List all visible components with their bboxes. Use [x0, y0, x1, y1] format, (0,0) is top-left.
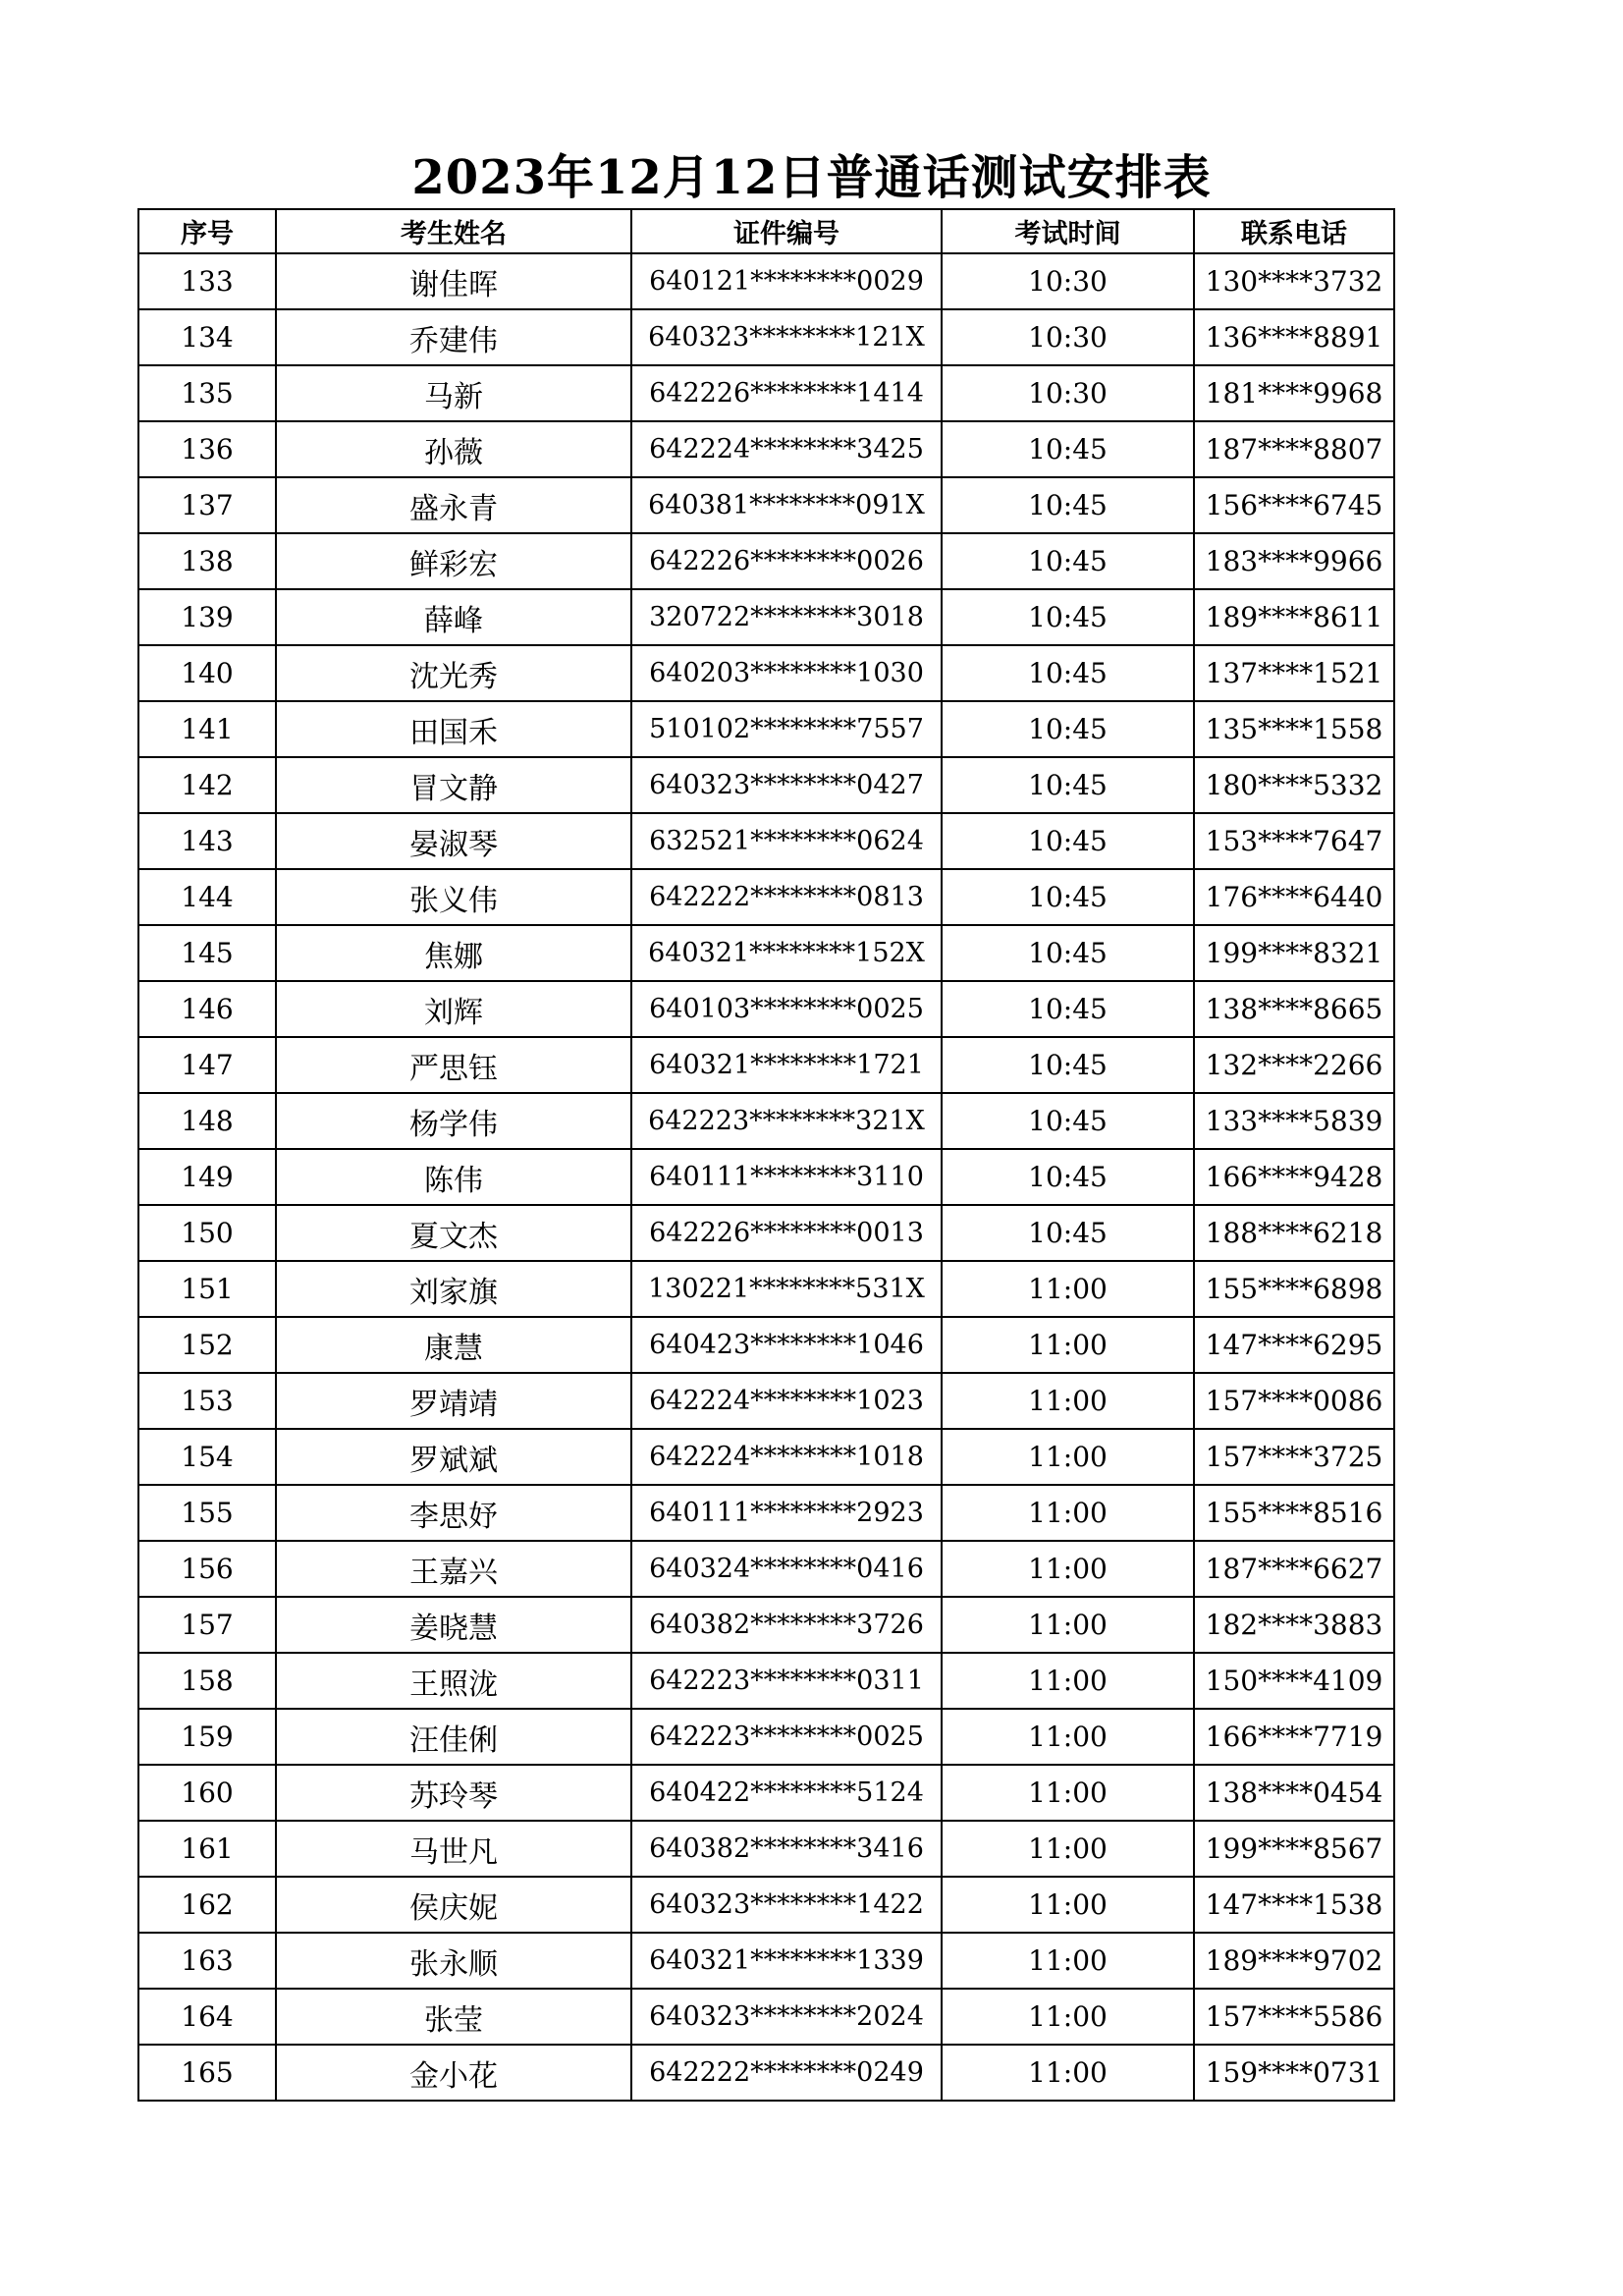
table-row: [138, 1709, 1394, 1765]
cell-id: 642222********0813: [631, 869, 942, 925]
cell-id: 642223********0025: [631, 1709, 942, 1765]
cell-time: 10:45: [942, 813, 1194, 869]
cell-phone: 147****6295: [1194, 1317, 1394, 1373]
page-title: 2023年12月12日普通话测试安排表: [411, 150, 1212, 205]
cell-seq: 152: [138, 1317, 276, 1373]
cell-name: 乔建伟: [276, 309, 631, 365]
table-row: [138, 309, 1394, 365]
cell-id: 510102********7557: [631, 701, 942, 757]
cell-time: 11:00: [942, 1317, 1194, 1373]
cell-time: 10:45: [942, 701, 1194, 757]
cell-id: 642226********1414: [631, 365, 942, 421]
cell-time: 10:45: [942, 421, 1194, 477]
cell-phone: 157****0086: [1194, 1373, 1394, 1429]
cell-phone: 182****3883: [1194, 1597, 1394, 1653]
cell-phone: 155****8516: [1194, 1485, 1394, 1541]
cell-seq: 146: [138, 981, 276, 1037]
cell-id: 640381********091X: [631, 477, 942, 533]
table-row: [138, 869, 1394, 925]
table-row: [138, 1317, 1394, 1373]
table-row: [138, 757, 1394, 813]
table-row: [138, 1933, 1394, 1989]
table-header-row: [138, 209, 1394, 253]
cell-name: 马世凡: [276, 1821, 631, 1877]
cell-id: 640382********3416: [631, 1821, 942, 1877]
header-name: 考生姓名: [276, 209, 631, 253]
cell-phone: 199****8567: [1194, 1821, 1394, 1877]
cell-phone: 157****3725: [1194, 1429, 1394, 1485]
header-id: 证件编号: [631, 209, 942, 253]
cell-name: 陈伟: [276, 1149, 631, 1205]
cell-seq: 163: [138, 1933, 276, 1989]
cell-name: 谢佳晖: [276, 253, 631, 309]
cell-id: 640111********2923: [631, 1485, 942, 1541]
cell-phone: 187****8807: [1194, 421, 1394, 477]
table-row: [138, 981, 1394, 1037]
cell-name: 王照泷: [276, 1653, 631, 1709]
cell-seq: 149: [138, 1149, 276, 1205]
cell-id: 640121********0029: [631, 253, 942, 309]
cell-name: 晏淑琴: [276, 813, 631, 869]
table-row: [138, 1989, 1394, 2045]
cell-id: 640323********2024: [631, 1989, 942, 2045]
cell-id: 640423********1046: [631, 1317, 942, 1373]
cell-phone: 133****5839: [1194, 1093, 1394, 1149]
cell-phone: 157****5586: [1194, 1989, 1394, 2045]
cell-phone: 189****8611: [1194, 589, 1394, 645]
cell-seq: 134: [138, 309, 276, 365]
cell-time: 11:00: [942, 1821, 1194, 1877]
cell-phone: 137****1521: [1194, 645, 1394, 701]
cell-seq: 155: [138, 1485, 276, 1541]
table-row: [138, 1485, 1394, 1541]
cell-id: 640321********1339: [631, 1933, 942, 1989]
cell-id: 640321********1721: [631, 1037, 942, 1093]
table-body: [138, 253, 1394, 2101]
cell-time: 10:45: [942, 1093, 1194, 1149]
cell-time: 11:00: [942, 1261, 1194, 1317]
table-row: [138, 1541, 1394, 1597]
cell-seq: 136: [138, 421, 276, 477]
cell-phone: 166****7719: [1194, 1709, 1394, 1765]
table-row: [138, 533, 1394, 589]
table-row: [138, 813, 1394, 869]
table-row: [138, 1205, 1394, 1261]
table-row: [138, 1149, 1394, 1205]
cell-id: 642222********0249: [631, 2045, 942, 2101]
cell-time: 10:45: [942, 477, 1194, 533]
cell-time: 11:00: [942, 1429, 1194, 1485]
cell-id: 640323********0427: [631, 757, 942, 813]
table-row: [138, 1093, 1394, 1149]
header-phone: 联系电话: [1194, 209, 1394, 253]
cell-time: 11:00: [942, 1709, 1194, 1765]
cell-seq: 139: [138, 589, 276, 645]
cell-phone: 155****6898: [1194, 1261, 1394, 1317]
cell-name: 张莹: [276, 1989, 631, 2045]
cell-name: 罗靖靖: [276, 1373, 631, 1429]
cell-seq: 144: [138, 869, 276, 925]
cell-name: 姜晓慧: [276, 1597, 631, 1653]
cell-id: 130221********531X: [631, 1261, 942, 1317]
cell-time: 11:00: [942, 1597, 1194, 1653]
cell-name: 杨学伟: [276, 1093, 631, 1149]
cell-seq: 158: [138, 1653, 276, 1709]
cell-time: 10:45: [942, 869, 1194, 925]
cell-phone: 199****8321: [1194, 925, 1394, 981]
cell-time: 10:45: [942, 1149, 1194, 1205]
cell-phone: 180****5332: [1194, 757, 1394, 813]
cell-id: 642224********1018: [631, 1429, 942, 1485]
cell-phone: 135****1558: [1194, 701, 1394, 757]
table-row: [138, 1261, 1394, 1317]
cell-time: 11:00: [942, 1877, 1194, 1933]
cell-phone: 176****6440: [1194, 869, 1394, 925]
cell-id: 642226********0013: [631, 1205, 942, 1261]
cell-id: 640103********0025: [631, 981, 942, 1037]
table-row: [138, 645, 1394, 701]
cell-seq: 162: [138, 1877, 276, 1933]
cell-seq: 154: [138, 1429, 276, 1485]
table-row: [138, 1597, 1394, 1653]
cell-time: 10:30: [942, 253, 1194, 309]
cell-phone: 138****0454: [1194, 1765, 1394, 1821]
cell-id: 632521********0624: [631, 813, 942, 869]
cell-time: 11:00: [942, 1933, 1194, 1989]
cell-name: 侯庆妮: [276, 1877, 631, 1933]
cell-time: 11:00: [942, 1485, 1194, 1541]
cell-id: 642226********0026: [631, 533, 942, 589]
cell-id: 640422********5124: [631, 1765, 942, 1821]
cell-seq: 143: [138, 813, 276, 869]
cell-name: 王嘉兴: [276, 1541, 631, 1597]
cell-id: 640382********3726: [631, 1597, 942, 1653]
table-row: [138, 589, 1394, 645]
cell-seq: 150: [138, 1205, 276, 1261]
cell-time: 10:30: [942, 365, 1194, 421]
cell-name: 沈光秀: [276, 645, 631, 701]
cell-time: 11:00: [942, 1653, 1194, 1709]
table-header: [138, 209, 1394, 253]
cell-name: 盛永青: [276, 477, 631, 533]
cell-name: 夏文杰: [276, 1205, 631, 1261]
table-row: [138, 253, 1394, 309]
table-row: [138, 1877, 1394, 1933]
cell-name: 刘家旗: [276, 1261, 631, 1317]
cell-id: 642224********1023: [631, 1373, 942, 1429]
cell-phone: 188****6218: [1194, 1205, 1394, 1261]
cell-name: 马新: [276, 365, 631, 421]
cell-name: 罗斌斌: [276, 1429, 631, 1485]
cell-time: 10:45: [942, 1037, 1194, 1093]
cell-seq: 148: [138, 1093, 276, 1149]
cell-phone: 189****9702: [1194, 1933, 1394, 1989]
table-row: [138, 2045, 1394, 2101]
cell-id: 640111********3110: [631, 1149, 942, 1205]
cell-phone: 136****8891: [1194, 309, 1394, 365]
cell-time: 10:30: [942, 309, 1194, 365]
cell-id: 640321********152X: [631, 925, 942, 981]
table-row: [138, 1765, 1394, 1821]
table-row: [138, 477, 1394, 533]
cell-time: 11:00: [942, 1373, 1194, 1429]
table-row: [138, 421, 1394, 477]
cell-name: 苏玲琴: [276, 1765, 631, 1821]
cell-phone: 166****9428: [1194, 1149, 1394, 1205]
cell-time: 11:00: [942, 2045, 1194, 2101]
cell-seq: 151: [138, 1261, 276, 1317]
cell-seq: 153: [138, 1373, 276, 1429]
cell-phone: 150****4109: [1194, 1653, 1394, 1709]
cell-phone: 132****2266: [1194, 1037, 1394, 1093]
cell-phone: 181****9968: [1194, 365, 1394, 421]
cell-phone: 156****6745: [1194, 477, 1394, 533]
cell-seq: 160: [138, 1765, 276, 1821]
header-time: 考试时间: [942, 209, 1194, 253]
cell-seq: 137: [138, 477, 276, 533]
cell-name: 张义伟: [276, 869, 631, 925]
table-row: [138, 365, 1394, 421]
cell-id: 640203********1030: [631, 645, 942, 701]
table-row: [138, 701, 1394, 757]
cell-time: 10:45: [942, 645, 1194, 701]
cell-id: 640324********0416: [631, 1541, 942, 1597]
cell-phone: 130****3732: [1194, 253, 1394, 309]
cell-name: 焦娜: [276, 925, 631, 981]
cell-id: 640323********1422: [631, 1877, 942, 1933]
table-row: [138, 1821, 1394, 1877]
cell-phone: 153****7647: [1194, 813, 1394, 869]
cell-name: 张永顺: [276, 1933, 631, 1989]
table-row: [138, 1429, 1394, 1485]
cell-id: 320722********3018: [631, 589, 942, 645]
cell-time: 11:00: [942, 1541, 1194, 1597]
cell-seq: 141: [138, 701, 276, 757]
cell-name: 汪佳俐: [276, 1709, 631, 1765]
cell-name: 金小花: [276, 2045, 631, 2101]
cell-seq: 145: [138, 925, 276, 981]
cell-seq: 161: [138, 1821, 276, 1877]
cell-phone: 187****6627: [1194, 1541, 1394, 1597]
cell-time: 11:00: [942, 1989, 1194, 2045]
cell-name: 田国禾: [276, 701, 631, 757]
cell-seq: 147: [138, 1037, 276, 1093]
cell-time: 10:45: [942, 757, 1194, 813]
cell-seq: 157: [138, 1597, 276, 1653]
table-row: [138, 1373, 1394, 1429]
cell-name: 薛峰: [276, 589, 631, 645]
table-row: [138, 1037, 1394, 1093]
cell-time: 10:45: [942, 1205, 1194, 1261]
cell-seq: 135: [138, 365, 276, 421]
table-row: [138, 925, 1394, 981]
header-seq: 序号: [138, 209, 276, 253]
cell-name: 鲜彩宏: [276, 533, 631, 589]
cell-seq: 142: [138, 757, 276, 813]
cell-phone: 159****0731: [1194, 2045, 1394, 2101]
cell-seq: 165: [138, 2045, 276, 2101]
cell-id: 640323********121X: [631, 309, 942, 365]
cell-name: 严思钰: [276, 1037, 631, 1093]
cell-phone: 147****1538: [1194, 1877, 1394, 1933]
schedule-table: [137, 208, 1395, 2102]
cell-time: 11:00: [942, 1765, 1194, 1821]
cell-name: 冒文静: [276, 757, 631, 813]
cell-name: 李思妤: [276, 1485, 631, 1541]
cell-id: 642223********321X: [631, 1093, 942, 1149]
cell-id: 642224********3425: [631, 421, 942, 477]
cell-seq: 140: [138, 645, 276, 701]
cell-seq: 138: [138, 533, 276, 589]
cell-name: 康慧: [276, 1317, 631, 1373]
table-row: [138, 1653, 1394, 1709]
cell-seq: 164: [138, 1989, 276, 2045]
cell-time: 10:45: [942, 981, 1194, 1037]
cell-time: 10:45: [942, 589, 1194, 645]
cell-seq: 159: [138, 1709, 276, 1765]
cell-seq: 133: [138, 253, 276, 309]
cell-id: 642223********0311: [631, 1653, 942, 1709]
cell-phone: 183****9966: [1194, 533, 1394, 589]
cell-time: 10:45: [942, 533, 1194, 589]
cell-name: 孙薇: [276, 421, 631, 477]
cell-time: 10:45: [942, 925, 1194, 981]
cell-name: 刘辉: [276, 981, 631, 1037]
cell-phone: 138****8665: [1194, 981, 1394, 1037]
cell-seq: 156: [138, 1541, 276, 1597]
